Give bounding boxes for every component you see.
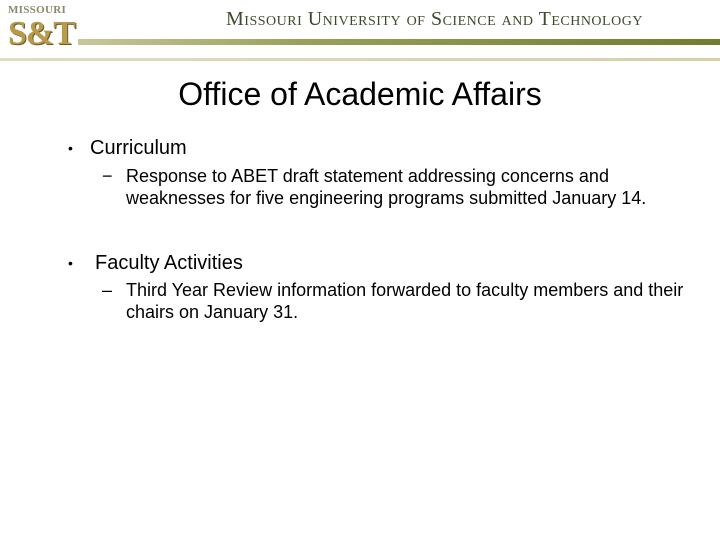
dash-icon: − — [102, 166, 113, 186]
header-divider — [0, 58, 720, 61]
section-heading-faculty-activities: Faculty Activities — [95, 252, 243, 274]
logo-top-text: MISSOURI — [8, 4, 67, 16]
slide-title: Office of Academic Affairs — [178, 76, 542, 112]
banner-title: Missouri University of Science and Technology — [226, 8, 643, 30]
dash-icon: – — [102, 280, 113, 300]
university-logo-icon — [4, 4, 74, 60]
banner-rule — [78, 39, 720, 45]
section-heading-curriculum: Curriculum — [90, 137, 187, 159]
list-item: Third Year Review information forwarded to faculty members and their chairs on January 31. — [126, 280, 684, 322]
bullet-icon: • — [68, 255, 73, 271]
logo-main-text: S&T — [8, 15, 75, 52]
list-item: Response to ABET draft statement addressing concerns and weaknesses for five engineering programs submitted January 14. — [126, 166, 647, 208]
bullet-icon: • — [68, 140, 73, 156]
slide-header — [0, 0, 720, 62]
